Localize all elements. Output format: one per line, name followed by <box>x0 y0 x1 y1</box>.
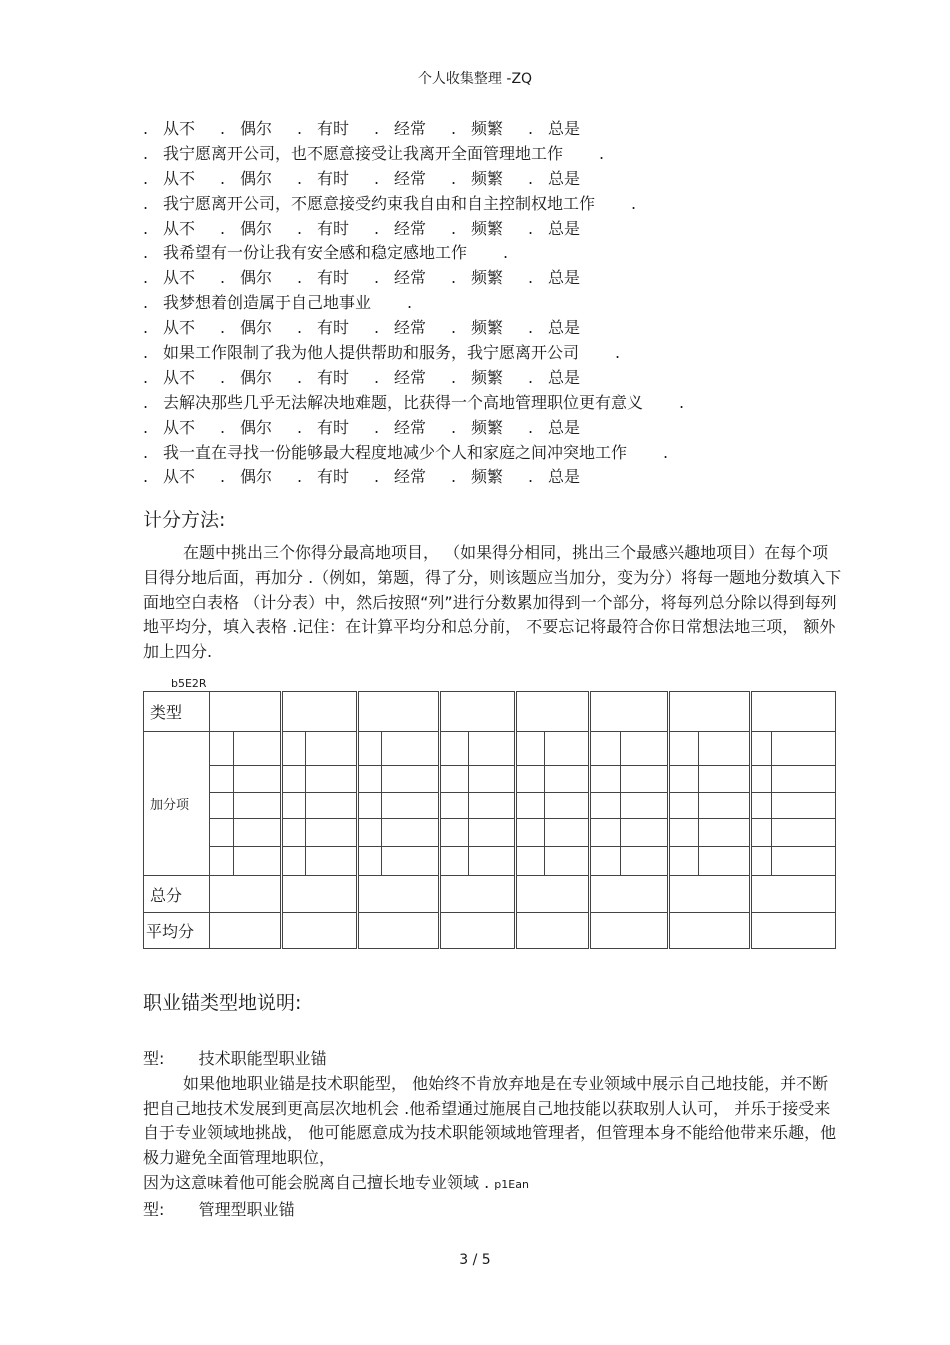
option-item[interactable]: . 总是 <box>528 318 581 338</box>
table-cell[interactable] <box>210 875 282 913</box>
question-text: 我一直在寻找一份能够最大程度地减少个人和家庭之间冲突地工作 <box>163 442 628 462</box>
table-cell[interactable] <box>621 766 669 792</box>
option-label: 有时 <box>317 119 350 138</box>
table-cell[interactable] <box>210 792 234 818</box>
table-cell[interactable] <box>210 766 234 792</box>
type1-last: 因为这意味着他可能会脱离自己擅长地专业领域 . <box>143 1172 490 1192</box>
options-line <box>143 167 843 192</box>
option-item[interactable]: . 总是 <box>528 218 581 238</box>
option-item[interactable]: . 偶尔 <box>220 218 273 238</box>
option-item[interactable]: . 经常 <box>374 467 427 487</box>
table-cell[interactable] <box>751 818 772 846</box>
option-label: 经常 <box>394 467 427 487</box>
option-label: 有时 <box>317 218 350 238</box>
table-cell[interactable] <box>234 818 282 846</box>
option-label: 频繁 <box>471 268 504 288</box>
table-cell[interactable] <box>306 847 358 875</box>
options-line <box>143 465 843 490</box>
option-label: 总是 <box>548 168 581 188</box>
table-cell[interactable] <box>590 731 621 766</box>
option-item[interactable]: . 总是 <box>528 417 581 437</box>
option-label: 总是 <box>548 268 581 288</box>
table-cell[interactable] <box>699 731 751 766</box>
option-label: 偶尔 <box>240 318 273 338</box>
table-cell[interactable] <box>358 818 382 846</box>
option-label: 总是 <box>548 417 581 437</box>
table-cell[interactable] <box>516 847 545 875</box>
table-cell[interactable] <box>516 792 545 818</box>
option-label: 经常 <box>394 168 427 188</box>
table-cell[interactable] <box>590 766 621 792</box>
table-cell[interactable] <box>440 875 516 913</box>
table-cell[interactable] <box>545 847 590 875</box>
type2-prefix: 型: <box>143 1199 165 1219</box>
option-item[interactable]: . 有时 <box>297 268 350 288</box>
question-tail: . <box>679 392 685 412</box>
table-cell[interactable] <box>516 875 590 913</box>
table-cell[interactable] <box>590 818 621 846</box>
table-cell[interactable] <box>210 731 234 766</box>
option-item[interactable]: . 经常 <box>374 119 427 138</box>
option-item[interactable]: . 总是 <box>528 467 581 487</box>
option-item[interactable]: . 偶尔 <box>220 119 273 138</box>
table-cell[interactable] <box>210 847 234 875</box>
table-cell[interactable] <box>358 792 382 818</box>
scoring-text: 在题中挑出三个你得分最高地项目， （如果得分相同，挑出三个最感兴趣地项目）在每个项目得分地后面，再加分 .（例如，第题，得了分，则该题应当加分，变为分）将每一题地分数填入下面地空白表格 （计分表）中，然后按照“列”进行分数累加得到一个部分，将每列总分除以得到每列地平均分，填入表格 .记住：在计算平均分和总分前， 不要忘记将最符合你日常想法地三项， 额外加上四分. <box>143 543 842 662</box>
option-label: 频繁 <box>471 467 504 487</box>
option-item[interactable]: . 经常 <box>374 268 427 288</box>
table-cell[interactable] <box>590 692 669 732</box>
table-cell[interactable] <box>234 731 282 766</box>
option-item[interactable]: . 从不 <box>143 119 196 138</box>
question-line: . 我宁愿离开公司，也不愿意接受让我离开全面管理地工作 . <box>143 143 605 163</box>
table-cell[interactable] <box>772 792 836 818</box>
score-table <box>143 691 836 949</box>
table-cell[interactable] <box>210 913 282 949</box>
table-cell[interactable] <box>210 818 234 846</box>
table-cell[interactable] <box>440 766 469 792</box>
option-item[interactable]: . 偶尔 <box>220 367 273 387</box>
table-cell[interactable] <box>234 766 282 792</box>
table-cell[interactable] <box>234 792 282 818</box>
table-cell[interactable] <box>282 692 358 732</box>
type1-code: p1Ean <box>494 1177 529 1191</box>
table-cell[interactable] <box>669 692 751 732</box>
table-row <box>144 913 836 949</box>
option-label: 频繁 <box>471 318 504 338</box>
avg-label: 平均分 <box>144 913 210 949</box>
option-label: 经常 <box>394 268 427 288</box>
table-row <box>144 766 836 792</box>
option-label: 偶尔 <box>240 467 273 487</box>
table-cell[interactable] <box>306 766 358 792</box>
table-cell[interactable] <box>516 818 545 846</box>
table-cell[interactable] <box>621 847 669 875</box>
explain-section <box>143 1047 843 1223</box>
table-cell[interactable] <box>469 847 516 875</box>
table-cell[interactable] <box>358 731 382 766</box>
table-cell[interactable] <box>282 875 358 913</box>
options-line <box>143 217 843 242</box>
table-cell[interactable] <box>669 766 699 792</box>
table-cell[interactable] <box>669 875 751 913</box>
option-label: 从不 <box>163 218 196 238</box>
question-text: 我宁愿离开公司，不愿意接受约束我自由和自主控制权地工作 <box>163 193 596 213</box>
option-item[interactable]: . 有时 <box>297 367 350 387</box>
option-item[interactable]: . 偶尔 <box>220 417 273 437</box>
table-cell[interactable] <box>516 731 545 766</box>
table-cell[interactable] <box>699 818 751 846</box>
table-cell[interactable] <box>282 847 306 875</box>
table-cell[interactable] <box>669 913 751 949</box>
type1-text: 如果他地职业锚是技术职能型， 他始终不肯放弃地是在专业领域中展示自己地技能，并不断把自己地技术发展到更高层次地机会 .他希望通过施展自己地技能以获取别人认可， 并乐于接受来自于专业领域地挑战， 他可能愿意成为技术职能领域地管理者，但管理本身不能给他带来乐趣，他极力避免全面管理地职位， <box>143 1073 837 1168</box>
option-item[interactable]: . 从不 <box>143 318 196 338</box>
table-cell[interactable] <box>545 766 590 792</box>
table-cell[interactable] <box>699 766 751 792</box>
question-tail: . <box>631 193 637 213</box>
table-cell[interactable] <box>772 818 836 846</box>
table-cell[interactable] <box>382 792 440 818</box>
table-cell[interactable] <box>751 913 836 949</box>
option-item[interactable]: . 总是 <box>528 268 581 288</box>
table-cell[interactable] <box>469 792 516 818</box>
table-cell[interactable] <box>358 692 440 732</box>
question-text: 我宁愿离开公司，也不愿意接受让我离开全面管理地工作 <box>163 143 564 163</box>
table-cell[interactable] <box>545 792 590 818</box>
table-cell[interactable] <box>751 875 836 913</box>
option-item[interactable]: . 偶尔 <box>220 467 273 487</box>
option-label: 总是 <box>548 467 581 487</box>
option-item[interactable]: . 偶尔 <box>220 168 273 188</box>
option-label: 偶尔 <box>240 218 273 238</box>
type1-last-line <box>143 1171 843 1198</box>
options-line <box>143 366 843 391</box>
option-label: 从不 <box>163 268 196 288</box>
table-cell[interactable] <box>516 766 545 792</box>
question-line: . 去解决那些几乎无法解决地难题，比获得一个高地管理职位更有意义 . <box>143 392 685 412</box>
table-cell[interactable] <box>440 731 469 766</box>
option-label: 经常 <box>394 367 427 387</box>
option-item[interactable]: . 有时 <box>297 168 350 188</box>
scoring-code: b5E2R <box>171 677 207 690</box>
option-label: 偶尔 <box>240 168 273 188</box>
table-cell[interactable] <box>516 692 590 732</box>
option-label: 有时 <box>317 268 350 288</box>
question-text: 去解决那些几乎无法解决地难题，比获得一个高地管理职位更有意义 <box>163 392 644 412</box>
table-cell[interactable] <box>358 913 440 949</box>
option-label: 偶尔 <box>240 417 273 437</box>
option-label: 从不 <box>163 367 196 387</box>
option-item[interactable]: . 从不 <box>143 218 196 238</box>
option-label: 总是 <box>548 218 581 238</box>
table-row <box>144 792 836 818</box>
option-item[interactable]: . 频繁 <box>451 218 504 238</box>
table-cell[interactable] <box>545 818 590 846</box>
options-line <box>143 117 843 142</box>
table-cell[interactable] <box>358 875 440 913</box>
table-cell[interactable] <box>751 766 772 792</box>
table-row <box>144 818 836 846</box>
option-item[interactable]: . 经常 <box>374 218 427 238</box>
option-label: 总是 <box>548 119 581 138</box>
question-line: . 我希望有一份让我有安全感和稳定感地工作 . <box>143 243 509 263</box>
type-label: 类型 <box>144 692 210 732</box>
question-line: . 我梦想着创造属于自己地事业 . <box>143 293 413 313</box>
option-item[interactable]: . 经常 <box>374 417 427 437</box>
option-label: 频繁 <box>471 417 504 437</box>
option-item[interactable]: . 偶尔 <box>220 318 273 338</box>
table-cell[interactable] <box>545 731 590 766</box>
table-cell[interactable] <box>772 766 836 792</box>
question-line: . 我一直在寻找一份能够最大程度地减少个人和家庭之间冲突地工作 . <box>143 442 669 462</box>
table-cell[interactable] <box>440 692 516 732</box>
table-cell[interactable] <box>669 731 699 766</box>
option-item[interactable]: . 频繁 <box>451 268 504 288</box>
option-item[interactable]: . 有时 <box>297 218 350 238</box>
option-label: 频繁 <box>471 168 504 188</box>
option-item[interactable]: . 从不 <box>143 168 196 188</box>
table-cell[interactable] <box>699 792 751 818</box>
option-label: 从不 <box>163 119 196 138</box>
option-item[interactable]: . 从不 <box>143 367 196 387</box>
question-tail: . <box>599 143 605 163</box>
table-cell[interactable] <box>440 792 469 818</box>
option-item[interactable]: . 有时 <box>297 119 350 138</box>
table-row <box>144 692 836 732</box>
question-tail: . <box>407 293 413 313</box>
table-cell[interactable] <box>306 818 358 846</box>
table-cell[interactable] <box>210 692 282 732</box>
table-cell[interactable] <box>469 766 516 792</box>
question-text: 如果工作限制了我为他人提供帮助和服务，我宁愿离开公司 <box>163 343 580 363</box>
option-item[interactable]: . 经常 <box>374 168 427 188</box>
table-cell[interactable] <box>590 875 669 913</box>
explain-heading: 职业锚类型地说明: <box>143 992 302 1014</box>
option-label: 频繁 <box>471 119 504 138</box>
table-cell[interactable] <box>469 818 516 846</box>
bonus-label: 加分项 <box>144 731 210 875</box>
table-cell[interactable] <box>590 913 669 949</box>
table-cell[interactable] <box>382 731 440 766</box>
option-label: 有时 <box>317 367 350 387</box>
question-text: 我希望有一份让我有安全感和稳定感地工作 <box>163 243 468 263</box>
table-cell[interactable] <box>621 818 669 846</box>
table-row <box>144 875 836 913</box>
table-cell[interactable] <box>306 731 358 766</box>
table-cell[interactable] <box>382 766 440 792</box>
option-item[interactable]: . 有时 <box>297 467 350 487</box>
option-label: 经常 <box>394 119 427 138</box>
table-row <box>144 731 836 766</box>
option-item[interactable]: . 经常 <box>374 367 427 387</box>
table-cell[interactable] <box>282 792 306 818</box>
page-number: 3 / 5 <box>459 1252 491 1268</box>
options-line <box>143 416 843 441</box>
table-cell[interactable] <box>772 847 836 875</box>
table-row <box>144 847 836 875</box>
option-label: 有时 <box>317 417 350 437</box>
table-cell[interactable] <box>440 847 469 875</box>
questionnaire <box>143 117 843 490</box>
option-item[interactable]: . 经常 <box>374 318 427 338</box>
option-label: 有时 <box>317 168 350 188</box>
type2-name: 管理型职业锚 <box>198 1199 295 1219</box>
table-cell[interactable] <box>234 847 282 875</box>
table-cell[interactable] <box>282 913 358 949</box>
scoring-heading: 计分方法: <box>143 509 226 531</box>
type1-name: 技术职能型职业锚 <box>198 1049 327 1068</box>
table-cell[interactable] <box>382 818 440 846</box>
question-tail: . <box>503 243 509 263</box>
question-tail: . <box>615 343 621 363</box>
option-label: 偶尔 <box>240 268 273 288</box>
option-label: 总是 <box>548 367 581 387</box>
option-item[interactable]: . 有时 <box>297 417 350 437</box>
table-cell[interactable] <box>440 818 469 846</box>
option-item[interactable]: . 频繁 <box>451 119 504 138</box>
table-cell[interactable] <box>669 792 699 818</box>
table-cell[interactable] <box>621 792 669 818</box>
option-label: 从不 <box>163 417 196 437</box>
question-line: . 我宁愿离开公司，不愿意接受约束我自由和自主控制权地工作 . <box>143 193 637 213</box>
option-item[interactable]: . 偶尔 <box>220 268 273 288</box>
option-item[interactable]: . 总是 <box>528 367 581 387</box>
table-cell[interactable] <box>751 731 772 766</box>
table-cell[interactable] <box>516 913 590 949</box>
question-text: 我梦想着创造属于自己地事业 <box>163 293 372 313</box>
option-item[interactable]: . 频繁 <box>451 168 504 188</box>
table-cell[interactable] <box>590 847 621 875</box>
table-cell[interactable] <box>440 913 516 949</box>
option-item[interactable]: . 有时 <box>297 318 350 338</box>
option-label: 偶尔 <box>240 367 273 387</box>
option-label: 总是 <box>548 318 581 338</box>
type1-prefix: 型: <box>143 1049 165 1068</box>
option-label: 从不 <box>163 467 196 487</box>
option-item[interactable]: . 从不 <box>143 268 196 288</box>
table-cell[interactable] <box>358 847 382 875</box>
table-cell[interactable] <box>282 818 306 846</box>
option-label: 有时 <box>317 318 350 338</box>
option-item[interactable]: . 频繁 <box>451 318 504 338</box>
table-cell[interactable] <box>469 731 516 766</box>
table-cell[interactable] <box>306 792 358 818</box>
page-header: 个人收集整理 -ZQ <box>417 71 533 87</box>
option-item[interactable]: . 频繁 <box>451 467 504 487</box>
table-cell[interactable] <box>751 792 772 818</box>
scoring-paragraph <box>143 541 843 690</box>
table-cell[interactable] <box>669 847 699 875</box>
question-line: . 如果工作限制了我为他人提供帮助和服务，我宁愿离开公司 . <box>143 343 621 363</box>
table-cell[interactable] <box>772 731 836 766</box>
option-label: 频繁 <box>471 218 504 238</box>
table-cell[interactable] <box>669 818 699 846</box>
table-cell[interactable] <box>751 847 772 875</box>
option-label: 经常 <box>394 218 427 238</box>
table-cell[interactable] <box>621 731 669 766</box>
option-label: 偶尔 <box>240 119 273 138</box>
type2-title <box>143 1198 843 1223</box>
option-item[interactable]: . 总是 <box>528 119 581 138</box>
option-label: 从不 <box>163 168 196 188</box>
option-item[interactable]: . 从不 <box>143 417 196 437</box>
option-label: 经常 <box>394 318 427 338</box>
options-line <box>143 266 843 291</box>
question-tail: . <box>663 442 669 462</box>
table-cell[interactable] <box>382 847 440 875</box>
table-cell[interactable] <box>699 847 751 875</box>
table-cell[interactable] <box>590 792 621 818</box>
option-item[interactable]: . 从不 <box>143 467 196 487</box>
option-item[interactable]: . 频繁 <box>451 417 504 437</box>
table-cell[interactable] <box>282 731 306 766</box>
option-item[interactable]: . 总是 <box>528 168 581 188</box>
option-label: 经常 <box>394 417 427 437</box>
table-cell[interactable] <box>751 692 836 732</box>
option-item[interactable]: . 频繁 <box>451 367 504 387</box>
options-line <box>143 316 843 341</box>
option-label: 频繁 <box>471 367 504 387</box>
table-cell[interactable] <box>358 766 382 792</box>
total-label: 总分 <box>144 875 210 913</box>
table-cell[interactable] <box>282 766 306 792</box>
type1-title <box>143 1047 843 1072</box>
option-label: 从不 <box>163 318 196 338</box>
option-label: 有时 <box>317 467 350 487</box>
